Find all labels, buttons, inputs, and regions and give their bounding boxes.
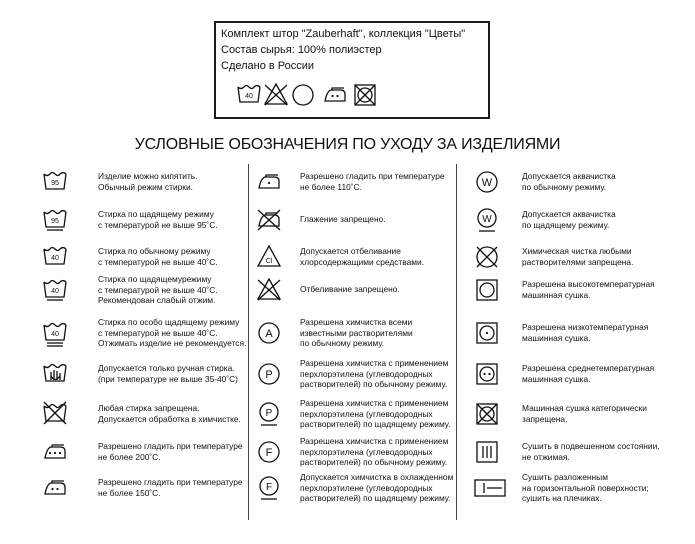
legend-item-line: Допускается аквачистка xyxy=(522,171,616,181)
legend-item-line: Разрешена химчистка всеми xyxy=(300,317,413,327)
legend-item-text xyxy=(98,274,218,306)
no-tumble-dry-icon xyxy=(474,400,500,428)
drip-dry-icon xyxy=(474,438,500,466)
wash-95-icon xyxy=(42,168,68,196)
legend-item-text xyxy=(522,472,649,504)
legend-item-line: машинная сушка. xyxy=(522,332,591,343)
wash-40-gentle-icon xyxy=(42,276,68,304)
legend-item-line: Разрешено гладить при температуре xyxy=(98,477,243,487)
no-tumble-dry-icon xyxy=(352,81,378,109)
legend-item-line: перхлорэтилене (углеводородных xyxy=(300,482,433,493)
legend-item-text xyxy=(98,403,241,424)
legend-item-line: растворителей) по обычному режиму. xyxy=(300,457,448,468)
dry-clean-icon xyxy=(290,81,316,109)
legend-item-line: Глажение запрещено. xyxy=(300,214,386,224)
legend-item-line: растворителями запрещена. xyxy=(522,256,634,267)
legend-item xyxy=(42,438,242,478)
svg-text:95: 95 xyxy=(51,180,59,187)
dry-clean-f-icon xyxy=(256,438,282,466)
legend-item-line: Разрешена высокотемпературная xyxy=(522,279,655,289)
legend-item-line: (при температуре не выше 35-40˚С) xyxy=(98,373,238,384)
legend-item-line: Стирка по щадящему режиму xyxy=(98,209,214,219)
legend-item-line: по обычному режиму. xyxy=(522,181,607,192)
svg-text:W: W xyxy=(482,214,492,225)
iron-150-icon xyxy=(42,474,68,502)
legend-item-line: не более 150˚С. xyxy=(98,487,161,498)
legend-item-line: Сушить разложенным xyxy=(522,472,608,482)
svg-text:95: 95 xyxy=(51,218,59,225)
legend-item-line: Допускается отбеливание xyxy=(300,246,401,256)
legend-item-text xyxy=(522,171,616,192)
svg-text:40: 40 xyxy=(51,288,59,295)
legend-item-text xyxy=(98,246,218,267)
legend-item-line: Химическая чистка любыми xyxy=(522,246,632,256)
legend-item-line: известными растворителями xyxy=(300,327,413,338)
legend-item-line: Разрешена химчистка с применением xyxy=(300,358,449,368)
legend-item-line: Разрешено гладить при температуре xyxy=(300,171,445,181)
legend-item-line: Разрешена химчистка с применением xyxy=(300,436,449,446)
wash-40-icon xyxy=(42,243,68,271)
legend-item-text xyxy=(522,209,616,230)
dry-clean-p-gentle-icon xyxy=(256,400,282,428)
legend-item xyxy=(42,317,247,359)
legend-item-text xyxy=(522,279,655,300)
dry-clean-f-gentle-icon xyxy=(256,474,282,502)
legend-item-line: перхлорэтилена (углеводородных xyxy=(300,408,433,419)
legend-item-line: Разрешена химчистка с применением xyxy=(300,398,449,408)
legend-item-text xyxy=(98,363,238,384)
legend-item-text xyxy=(300,246,424,267)
svg-text:W: W xyxy=(481,176,493,189)
legend-item-text xyxy=(522,246,633,267)
legend-item-line: машинная сушка. xyxy=(522,289,591,300)
legend-item-line: Стирка по обычному режиму xyxy=(98,246,211,256)
iron-medium-icon xyxy=(320,81,350,109)
legend-item-line: с температурой не выше 95˚С. xyxy=(98,219,218,230)
legend-item-line: Стирка по особо щадящему режиму xyxy=(98,317,240,327)
wet-clean-icon xyxy=(474,168,500,196)
dry-clean-a-icon xyxy=(256,319,282,347)
legend-item xyxy=(42,400,242,440)
legend-item-line: по обычному режиму. xyxy=(300,338,385,349)
legend-item xyxy=(256,400,456,440)
legend-item xyxy=(474,206,674,246)
legend-item xyxy=(256,168,456,208)
legend-item xyxy=(474,474,674,514)
wash-95-gentle-icon xyxy=(42,206,68,234)
legend-item-line: по щадящему режиму. xyxy=(522,219,610,230)
legend-item-text xyxy=(522,363,654,384)
legend-item-line: Сушить в подвешенном состоянии, xyxy=(522,441,660,451)
legend-item xyxy=(474,400,674,440)
legend-item xyxy=(42,168,242,208)
legend-item-line: Машинная сушка категорически xyxy=(522,403,647,413)
hand-wash-icon xyxy=(42,360,68,388)
legend-item-line: с температурой не выше 40˚С. xyxy=(98,327,218,338)
legend-item-text xyxy=(300,284,400,295)
legend-item-line: перхлорэтилена (углеводородных xyxy=(300,446,433,457)
legend-item xyxy=(42,474,242,514)
legend-item xyxy=(474,319,674,359)
wash-40-very-gentle-icon xyxy=(42,319,68,347)
legend-item-line: Допускается химчистка в охлажденном xyxy=(300,472,454,482)
legend-item-text xyxy=(98,171,197,192)
legend-item xyxy=(256,319,456,359)
legend-item-line: растворителей) по обычному режиму. xyxy=(300,379,448,390)
legend-item-line: растворителей) по щадящему режиму. xyxy=(300,419,451,430)
svg-text:A: A xyxy=(265,327,273,340)
legend-item-text xyxy=(98,317,246,349)
legend-item-text xyxy=(522,322,648,343)
legend-item-line: на горизонтальной поверхности; xyxy=(522,482,649,493)
legend-item-text xyxy=(98,441,243,462)
legend-item-text xyxy=(300,398,451,430)
legend-item-line: Стирка по щадящемурежиму xyxy=(98,274,212,284)
legend-item-line: Отбеливание запрещено. xyxy=(300,284,400,294)
tumble-dry-low-icon xyxy=(474,319,500,347)
legend-item-text xyxy=(300,171,445,192)
legend-item xyxy=(256,276,456,316)
legend-item xyxy=(42,206,242,246)
legend-item xyxy=(256,360,456,400)
legend-item-text xyxy=(300,472,453,504)
legend-item-text xyxy=(522,441,660,462)
label-line-title: Комплект штор "Zauberhaft", коллекция "Цветы" xyxy=(221,28,466,40)
iron-200-icon xyxy=(42,438,68,466)
dry-clean-p-icon xyxy=(256,360,282,388)
legend-item-line: запрещена. xyxy=(522,413,568,424)
iron-110-icon xyxy=(256,168,282,196)
legend-item-line: Допускается только ручная стирка. xyxy=(98,363,235,373)
legend-item-line: сушить на плечиках. xyxy=(522,493,602,504)
legend-item-line: не отжимая. xyxy=(522,451,570,462)
legend-item-line: перхлорэтилена (углеводородных xyxy=(300,368,433,379)
chlorine-bleach-icon xyxy=(256,243,282,271)
legend-item-text xyxy=(522,403,647,424)
legend-item-text xyxy=(300,436,448,468)
legend-item-line: Разрешено гладить при температуре xyxy=(98,441,243,451)
svg-text:40: 40 xyxy=(51,255,59,262)
legend-item-text xyxy=(98,209,218,230)
legend-item-line: хлорсодержащими средствами. xyxy=(300,256,425,267)
svg-text:F: F xyxy=(265,446,273,459)
legend-item-line: с температурой не выше 40˚С. xyxy=(98,256,218,267)
legend-item-line: Любая стирка запрещена. xyxy=(98,403,200,413)
legend-item-line: с температурой не выше 40˚С. xyxy=(98,284,218,295)
legend-item xyxy=(474,360,674,400)
label-line-origin: Сделано в России xyxy=(221,60,315,72)
legend-item xyxy=(42,276,242,316)
wet-clean-gentle-icon xyxy=(474,206,500,234)
legend-item-line: машинная сушка. xyxy=(522,373,591,384)
legend-item xyxy=(474,168,674,208)
tumble-dry-medium-icon xyxy=(474,360,500,388)
page-title: УСЛОВНЫЕ ОБОЗНАЧЕНИЯ ПО УХОДУ ЗА ИЗДЕЛИЯМИ xyxy=(134,136,561,153)
svg-text:40: 40 xyxy=(51,331,59,338)
no-bleach-icon xyxy=(263,81,289,109)
legend-item xyxy=(42,360,242,400)
label-line-composition: Состав сырья: 100% полиэстер xyxy=(221,44,382,56)
svg-text:40: 40 xyxy=(245,93,253,100)
wash-40-icon xyxy=(236,81,262,109)
column-divider-2 xyxy=(456,164,457,520)
legend-item-line: Отжимать изделие не рекомендуется. xyxy=(98,338,247,349)
legend-item xyxy=(256,206,456,246)
svg-text:F: F xyxy=(265,482,273,493)
no-bleach-icon xyxy=(256,276,282,304)
legend-item-line: Обычный режим стирки. xyxy=(98,181,193,192)
column-divider-1 xyxy=(248,164,249,520)
legend-item-line: Разрешена среднетемпературная xyxy=(522,363,655,373)
legend-item-line: не более 110˚С. xyxy=(300,181,362,192)
legend-item-line: Допускается обработка в химчистке. xyxy=(98,413,241,424)
svg-text:P: P xyxy=(265,368,273,381)
legend-item-line: не более 200˚С. xyxy=(98,451,161,462)
legend-item-text xyxy=(300,214,386,225)
legend-item-text xyxy=(300,317,413,349)
no-dry-clean-icon xyxy=(474,243,500,271)
product-label xyxy=(214,21,490,119)
legend-item-line: Разрешена низкотемпературная xyxy=(522,322,649,332)
dry-flat-icon xyxy=(474,474,506,502)
legend-item-line: растворителей) по щадящему режиму. xyxy=(300,493,451,504)
legend-item-line: Изделие можно кипятить. xyxy=(98,171,198,181)
svg-text:Cl: Cl xyxy=(265,258,273,265)
no-wash-icon xyxy=(42,400,68,428)
svg-text:P: P xyxy=(265,408,273,419)
no-iron-icon xyxy=(256,206,282,234)
legend-item-text xyxy=(98,477,243,498)
legend-item xyxy=(256,474,456,514)
legend-item-line: Допускается аквачистка xyxy=(522,209,616,219)
legend-item xyxy=(474,276,674,316)
legend-item-text xyxy=(300,358,448,390)
legend-item-line: Рекомендован слабый отжим. xyxy=(98,295,216,306)
tumble-dry-high-icon xyxy=(474,276,500,304)
